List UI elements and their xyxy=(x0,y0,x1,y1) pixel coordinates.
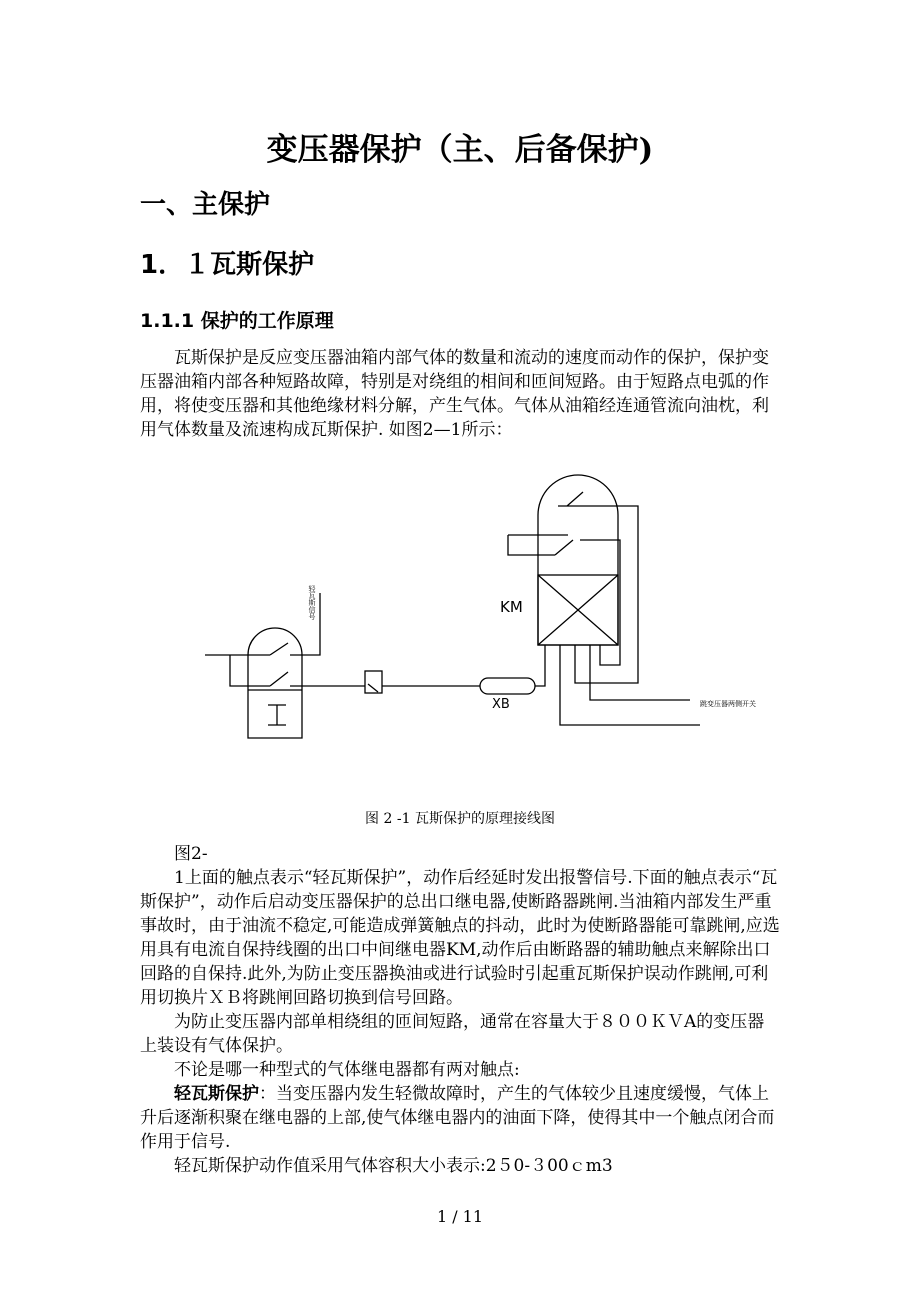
intro-text: 瓦斯保护是反应变压器油箱内部气体的数量和流动的速度而动作的保护，保护变压器油箱内部各种短路故障，特别是对绕组的相间和匝间短路。由于短路点电弧的作用，将使变压器和其他绝缘材料分解，产生气体。气体从油箱经连通管流向油枕，利用气体数量及流速构成瓦斯保护. 如图2—1所示： xyxy=(140,348,769,440)
figure-caption: 图 2 -1 瓦斯保护的原理接线图 xyxy=(365,811,555,827)
km-lower-contact xyxy=(508,535,600,555)
trip-both-sides-label: 跳变压器两侧开关 xyxy=(700,700,756,708)
km-contact-loop xyxy=(600,540,620,665)
trip-wire-1 xyxy=(560,645,700,725)
paragraph-5: 轻瓦斯保护动作值采用气体容积大小表示:2５0-３00ｃm3 xyxy=(174,1156,613,1176)
float-symbol xyxy=(268,705,286,725)
intro-paragraph xyxy=(140,346,780,442)
km-label: KM xyxy=(500,598,523,616)
paragraph-3: 不论是哪一种型式的气体继电器都有两对触点: xyxy=(174,1060,520,1080)
light-gas-description: ：当变压器内发生轻微故障时，产生的气体较少且速度缓慢，气体上升后逐渐积聚在继电器的上部,使气体继电器内的油面下降，使得其中一个触点闭合而作用于信号. xyxy=(140,1084,775,1152)
heavy-gas-contact xyxy=(230,655,365,686)
gas-relay-housing xyxy=(248,628,302,738)
light-gas-term: 轻瓦斯保护 xyxy=(174,1084,259,1104)
section-heading: 一、主保护 xyxy=(140,190,271,220)
wire-to-km xyxy=(535,680,545,686)
body-text xyxy=(140,842,780,1178)
xb-switch-box xyxy=(365,671,382,693)
km-coil-cross xyxy=(538,575,618,645)
figure-reference: 图2- xyxy=(174,844,208,864)
xb-label: XB xyxy=(492,697,510,712)
xb-link xyxy=(480,678,535,694)
km-self-hold-loop xyxy=(575,506,638,683)
paragraph-2: 为防止变压器内部单相绕组的匝间短路，通常在容量大于８００ＫＶA的变压器上装设有气体保护。 xyxy=(140,1012,765,1056)
gas-protection-wiring-diagram xyxy=(0,470,920,800)
page-number: 1 / 11 xyxy=(436,1207,484,1226)
paragraph-1: 1上面的触点表示“轻瓦斯保护”，动作后经延时发出报警信号.下面的触点表示“瓦斯保护”，动作后启动变压器保护的总出口继电器,使断路器跳闸.当油箱内部发生严重事故时，由于油流不稳定,可能造成弹簧触点的抖动，此时为使断路器能可靠跳闸,应选用具有电流自保持线圈的出口中间继电器KM,动作后由断路器的辅助触点来解除出口回路的自保持.此外,为防止变压器换油或进行试验时引起重瓦斯保护误动作跳闸,可利用切换片ＸＢ将跳闸回路切换到信号回路。 xyxy=(140,868,780,1008)
trip-wire-2 xyxy=(590,645,690,700)
subsubsection-heading: 1.1.1 保护的工作原理 xyxy=(140,310,334,332)
km-upper-contact xyxy=(558,492,600,506)
subsection-heading: 1．１瓦斯保护 xyxy=(140,250,315,280)
km-relay-housing xyxy=(538,475,618,645)
paragraph-4 xyxy=(140,1082,780,1154)
light-gas-contact xyxy=(205,593,320,655)
xb-switch-blade xyxy=(368,684,378,692)
document-title: 变压器保护（主、后备保护) xyxy=(266,132,654,168)
light-gas-signal-label: 轻瓦斯信号 xyxy=(308,585,316,620)
